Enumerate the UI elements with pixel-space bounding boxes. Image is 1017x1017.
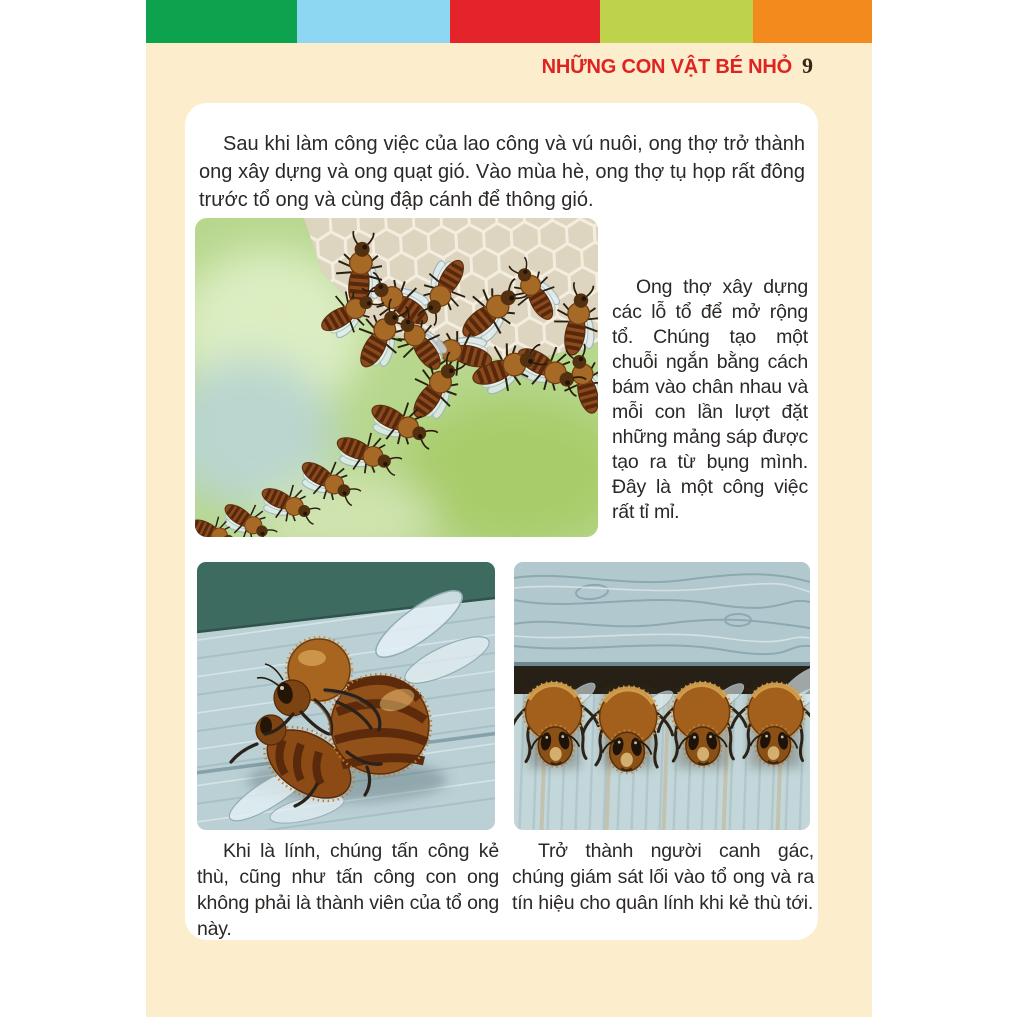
caption-right: Trở thành người canh gác, chúng giám sát lối vào tổ ong và ra tín hiệu cho quân lính khi kẻ thù tới. <box>512 840 814 914</box>
page-number: 9 <box>802 53 813 78</box>
color-bar-green-segment <box>146 0 297 43</box>
side-paragraph: Ong thợ xây dựng các lỗ tổ để mở rộng tổ. Chúng tạo một chuỗi ngắn bằng cách bám vào chân nhau và mỗi con lần lượt đặt những mảng sáp được tạo ra từ bụng mình. Đây là một công việc rất tỉ mỉ. <box>612 276 808 523</box>
color-bar-blue-segment <box>297 0 450 43</box>
fighting-bees-illustration <box>197 562 495 830</box>
content-card <box>185 103 818 940</box>
guard-bees-illustration <box>514 562 810 830</box>
color-bar-red-segment <box>450 0 600 43</box>
intro-paragraph: Sau khi làm công việc của lao công và vú nuôi, ong thợ trở thành ong xây dựng và ong quạt gió. Vào mùa hè, ong thợ tụ họp rất đông trước tổ ong và cùng đập cánh để thông gió. <box>199 133 805 211</box>
top-plank <box>514 562 810 667</box>
color-bar <box>146 0 872 43</box>
caption-left: Khi là lính, chúng tấn công kẻ thù, cũng như tấn công con ong không phải là thành viên của tổ ong này. <box>197 840 499 940</box>
guard-bees-svg <box>514 562 810 830</box>
honeycomb-chain-illustration <box>195 218 598 537</box>
fighting-bees-svg <box>197 562 495 830</box>
color-bar-lime-segment <box>600 0 753 43</box>
page-header <box>185 53 813 79</box>
color-bar-orange-segment <box>753 0 872 43</box>
running-title: NHỮNG CON VẬT BÉ NHỎ <box>541 56 792 78</box>
honeycomb-chain-svg <box>195 218 598 537</box>
